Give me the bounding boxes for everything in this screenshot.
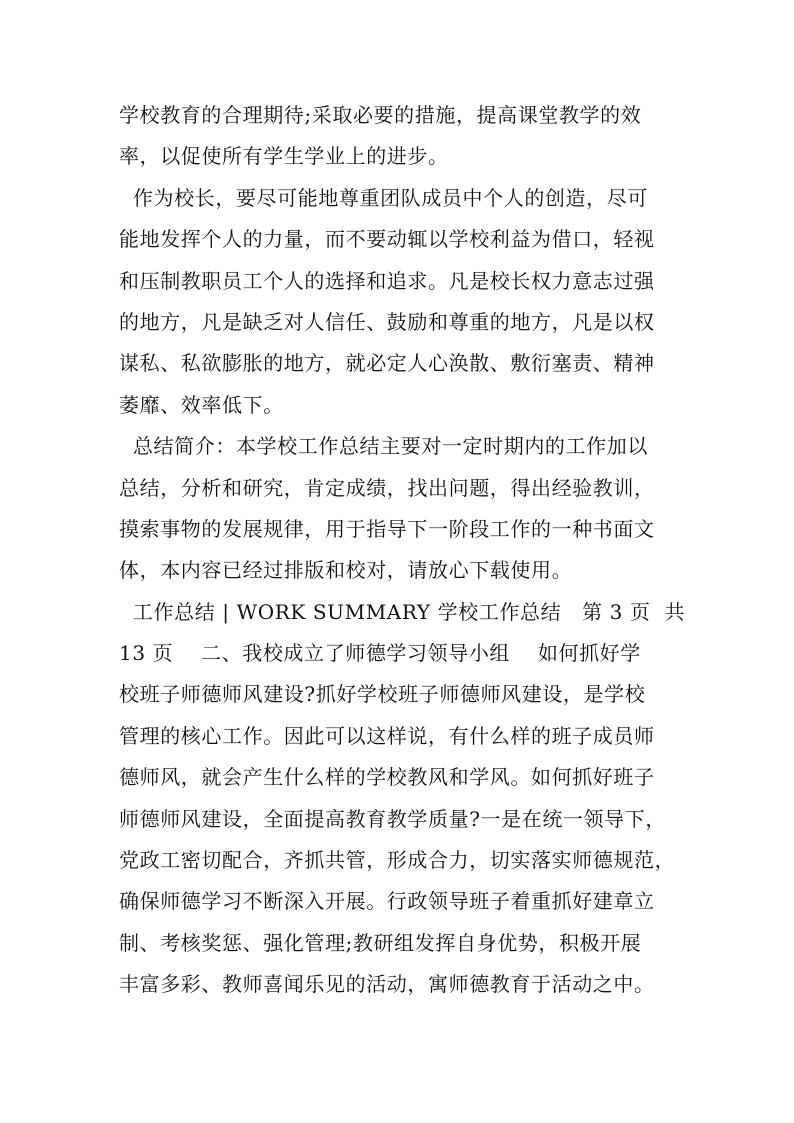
- document-body: [119, 95, 686, 1006]
- text-line: 校班子师德师风建设?抓好学校班子师德师风建设，是学校: [119, 682, 646, 707]
- text-line: 摸索事物的发展规律，用于指导下一阶段工作的一种书面文: [119, 516, 655, 541]
- text-line: 总结简介：本学校工作总结主要对一定时期内的工作加以: [119, 434, 648, 459]
- text-line: 制、考核奖惩、强化管理;教研组发挥自身优势，积极开展: [119, 930, 642, 955]
- text-line: 能地发挥个人的力量，而不要动辄以学校利益为借口，轻视: [119, 227, 655, 252]
- page-footer-line: 工作总结 | WORK SUMMARY 学校工作总结 第 3 页 共: [119, 599, 686, 624]
- text-line: 率，以促使所有学生学业上的进步。: [119, 144, 449, 169]
- text-line: 管理的核心工作。因此可以这样说，有什么样的班子成员师: [119, 723, 655, 748]
- text-line: 的地方，凡是缺乏对人信任、鼓励和尊重的地方，凡是以权: [119, 309, 655, 334]
- text-line: 体，本内容已经过排版和校对，请放心下载使用。: [119, 558, 573, 583]
- text-line: 德师风，就会产生什么样的学校教风和学风。如何抓好班子: [119, 765, 655, 790]
- text-line: 丰富多彩、教师喜闻乐见的活动，寓师德教育于活动之中。: [119, 972, 655, 997]
- text-line: 党政工密切配合，齐抓共管，形成合力，切实落实师德规范，: [119, 848, 676, 873]
- text-line: 作为校长，要尽可能地尊重团队成员中个人的创造，尽可: [119, 185, 648, 210]
- text-line: 总结，分析和研究，肯定成绩，找出问题，得出经验教训，: [119, 475, 655, 500]
- text-line: 学校教育的合理期待;采取必要的措施，提高课堂教学的效: [119, 103, 642, 127]
- text-line: 和压制教职员工个人的选择和追求。凡是校长权力意志过强: [119, 268, 655, 293]
- text-line: 师德师风建设，全面提高教育教学质量?一是在统一领导下，: [119, 806, 666, 831]
- text-line: 谋私、私欲膨胀的地方，就必定人心涣散、敷衍塞责、精神: [119, 351, 655, 376]
- text-line: 确保师德学习不断深入开展。行政领导班子着重抓好建章立: [119, 889, 655, 914]
- text-line: 萎靡、效率低下。: [119, 392, 284, 417]
- text-line: 13 页 二、我校成立了师德学习领导小组 如何抓好学: [119, 641, 641, 666]
